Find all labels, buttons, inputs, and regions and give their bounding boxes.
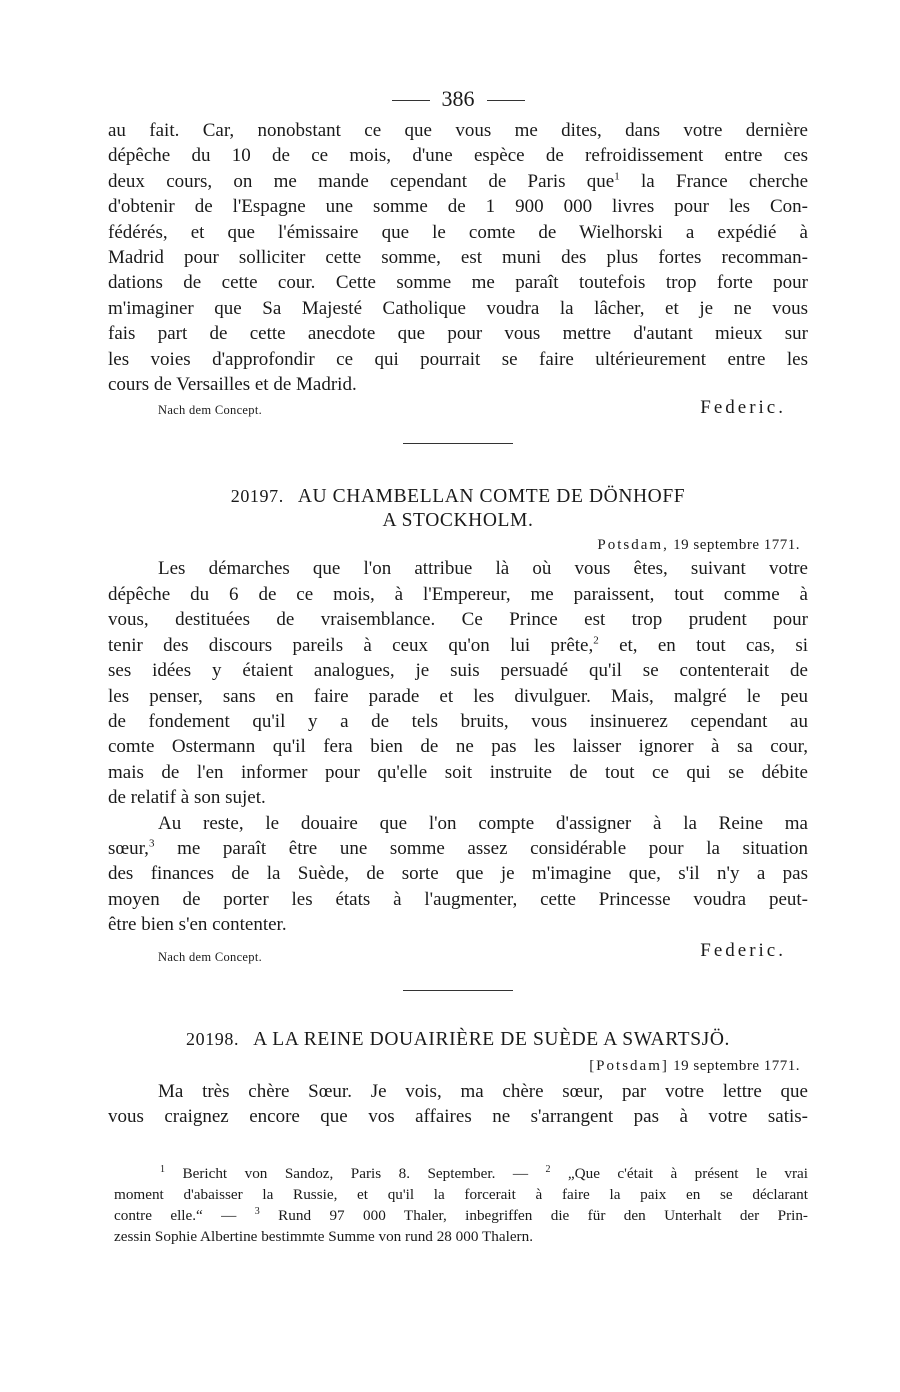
book-page	[108, 84, 808, 1247]
text-line: dépêche du 6 de ce mois, à l'Empereur, me paraissent, tout comme à	[108, 583, 808, 605]
text-segment: et, en tout cas, si	[619, 634, 809, 656]
text-line: des finances de la Suède, de sorte que je m'imagine que, s'il n'y a pas	[108, 863, 808, 885]
text-line: de relatif à son sujet.	[108, 787, 266, 809]
letter-paragraph	[108, 556, 808, 810]
text-line: cours de Versailles et de Madrid.	[108, 374, 357, 396]
intro-paragraph	[108, 118, 808, 397]
text-line: vous, destituées de vraisemblance. Ce Prince est trop prudent pour	[108, 609, 808, 631]
signature: Federic.	[700, 397, 786, 419]
text-segment: sœur,	[108, 837, 149, 859]
text-line: vous craignez encore que vos affaires ne s'arrangent pas à votre satis-	[108, 1105, 808, 1127]
footnotes	[108, 1163, 808, 1247]
footnote-marker: 3	[254, 1206, 260, 1218]
text-segment: la France cherche	[641, 170, 809, 192]
intro-closing	[108, 397, 808, 423]
text-line: dations de cette cour. Cette somme me paraît toutefois trop forte pour	[108, 272, 808, 294]
text-line: Madrid pour solliciter cette somme, est muni des plus fortes recomman-	[108, 247, 808, 269]
text-line: mais de l'en informer pour qu'elle soit instruite de tout ce qui se débite	[108, 761, 808, 783]
text-segment: me paraît être une somme assez considérable pour la situation	[177, 837, 808, 859]
letter-number: 20198.	[186, 1028, 240, 1049]
footnote-line: zessin Sophie Albertine bestimmte Summe von rund 28 000 Thalern.	[114, 1228, 534, 1246]
letter-title: A LA REINE DOUAIRIÈRE DE SUÈDE A SWARTSJÖ.	[253, 1028, 730, 1050]
text-line	[108, 633, 808, 658]
dateline	[108, 537, 808, 554]
footnote-ref: 1	[614, 170, 620, 183]
dateline-place: [Potsdam]	[589, 1057, 669, 1074]
letter-heading	[108, 484, 808, 533]
footnote-text: contre elle.“ —	[114, 1207, 237, 1225]
text-line: Au reste, le douaire que l'on compte d'assigner à la Reine ma	[158, 812, 808, 834]
dateline-date: 19 septembre 1771.	[673, 537, 800, 554]
text-line: comte Ostermann qu'il fera bien de ne pas les laisser ignorer à sa cour,	[108, 736, 808, 758]
signature: Federic.	[700, 939, 786, 961]
letter-title-line2: A STOCKHOLM.	[382, 510, 534, 532]
text-line: les voies d'approfondir ce qui pourrait se faire ultérieurement entre les	[108, 348, 808, 370]
letter-closing	[108, 938, 808, 966]
footnote-text: Rund 97 000 Thaler, inbegriffen die für den Unterhalt der Prin-	[278, 1207, 808, 1225]
footnote-ref: 2	[593, 634, 599, 647]
page-number-header	[108, 84, 808, 114]
source-note: Nach dem Concept.	[158, 403, 263, 418]
text-line: moyen de porter les états à l'augmenter, cette Princesse voudra peut-	[108, 888, 808, 910]
text-line: m'imaginer que Sa Majesté Catholique voudra la lâcher, et je ne vous	[108, 297, 808, 319]
footnote-line: moment d'abaisser la Russie, et qu'il la forcerait à faire la paix en se déclarant	[114, 1186, 808, 1204]
footnote-marker: 1	[160, 1164, 165, 1176]
folio-dash-left	[392, 100, 430, 101]
folio-dash-right	[487, 100, 525, 101]
text-line: les penser, sans en faire parade et les divulguer. Mais, malgré le peu	[108, 685, 808, 707]
footnote-line	[114, 1163, 808, 1184]
page-number: 386	[441, 86, 475, 111]
text-line: Les démarches que l'on attribue là où vous êtes, suivant votre	[158, 558, 808, 580]
text-line: Ma très chère Sœur. Je vois, ma chère sœur, par votre lettre que	[158, 1080, 808, 1102]
text-segment: tenir des discours pareils à ceux qu'on lui prête,	[108, 634, 594, 656]
footnote-text: „Que c'était à présent le vrai	[567, 1165, 809, 1183]
text-segment: deux cours, on me mande cependant de Paris que	[108, 170, 615, 192]
footnote-marker: 2	[545, 1164, 551, 1176]
text-line: au fait. Car, nonobstant ce que vous me dites, dans votre dernière	[108, 120, 808, 141]
letter-heading	[108, 1027, 808, 1052]
source-note: Nach dem Concept.	[158, 949, 263, 964]
text-line	[108, 169, 808, 194]
letter-number: 20197.	[230, 486, 284, 507]
text-line: fédérés, et que l'émissaire que le comte de Wielhorski a expédié à	[108, 221, 808, 243]
dateline-place: Potsdam,	[597, 537, 669, 554]
footnote-ref: 3	[148, 837, 155, 850]
text-line: dépêche du 10 de ce mois, d'une espèce de refroidissement entre ces	[108, 145, 808, 167]
text-line: ses idées y étaient analogues, je suis persuadé qu'il se contenterait de	[108, 660, 808, 682]
text-line: de fondement qu'il y a de tels bruits, vous insinuerez cependant au	[108, 710, 808, 732]
footnote-line	[114, 1205, 808, 1226]
letter-title-line1: AU CHAMBELLAN COMTE DE DÖNHOFF	[297, 486, 686, 508]
dateline	[108, 1058, 808, 1075]
footnote-text: Bericht von Sandoz, Paris 8. September. —	[182, 1165, 529, 1183]
dateline-date: 19 septembre 1771.	[673, 1057, 800, 1074]
letter-paragraph	[108, 1079, 808, 1130]
text-line	[108, 836, 808, 861]
letter-paragraph	[108, 811, 808, 938]
text-line: fais part de cette anecdote que pour vous mettre d'autant mieux sur	[108, 323, 808, 345]
text-line: être bien s'en contenter.	[108, 914, 287, 936]
text-line: d'obtenir de l'Espagne une somme de 1 900 000 livres pour les Con-	[108, 196, 808, 218]
